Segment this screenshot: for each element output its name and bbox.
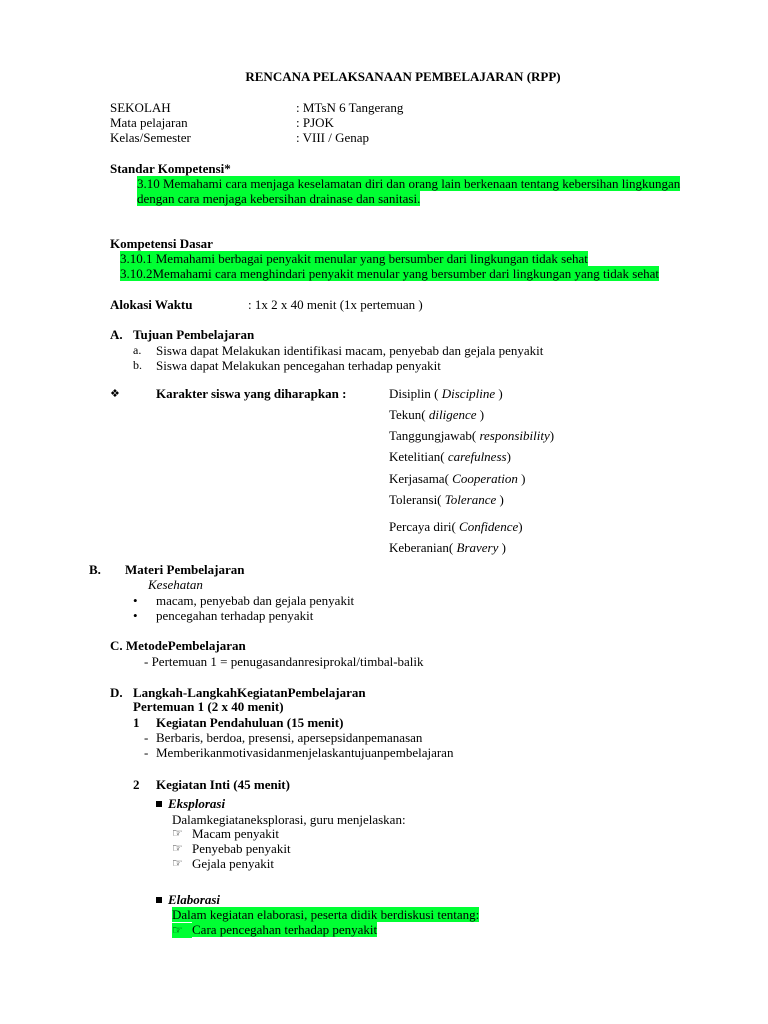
materi-letter: B.	[89, 562, 101, 577]
identity-value-subject: : PJOK	[296, 115, 334, 130]
tujuan-marker-a: a.	[133, 343, 142, 357]
kd-heading: Kompetensi Dasar	[110, 236, 213, 251]
materi-sub: Kesehatan	[148, 577, 203, 592]
sk-line-2: dengan cara menjaga kebersihan drainase dan sanitasi.	[137, 191, 421, 206]
karakter-item: Toleransi( Tolerance )	[389, 492, 504, 507]
identity-label-school: SEKOLAH	[110, 100, 171, 115]
eksplorasi-item: Macam penyakit	[192, 826, 279, 841]
karakter-label: Karakter siswa yang diharapkan :	[156, 386, 347, 401]
materi-item: pencegahan terhadap penyakit	[156, 608, 314, 623]
identity-value-school: : MTsN 6 Tangerang	[296, 100, 404, 115]
sk-line-1: 3.10 Memahami cara menjaga keselamatan diri dan orang lain berkenaan tentang kebersihan lingkungan	[137, 176, 681, 191]
tujuan-letter: A.	[110, 327, 123, 342]
elaborasi-intro: Dalam kegiatan elaborasi, peserta didik berdiskusi tentang:	[172, 907, 480, 922]
k1-item: Memberikanmotivasidanmenjelaskantujuanpembelajaran	[156, 745, 454, 760]
identity-value-class: : VIII / Genap	[296, 130, 370, 145]
square-bullet-icon	[156, 897, 162, 903]
identity-label-class: Kelas/Semester	[110, 130, 191, 145]
elaborasi-item-row	[172, 922, 377, 938]
materi-item: macam, penyebab dan gejala penyakit	[156, 593, 355, 608]
sk-heading: Standar Kompetensi*	[110, 161, 231, 176]
langkah-letter: D.	[110, 685, 123, 700]
eksplorasi-row	[156, 796, 225, 811]
karakter-item: Disiplin ( Discipline )	[389, 386, 503, 401]
tujuan-item-b: Siswa dapat Melakukan pencegahan terhadap penyakit	[156, 358, 441, 373]
identity-label-subject: Mata pelajaran	[110, 115, 188, 130]
karakter-item: Tekun( diligence )	[389, 407, 485, 422]
pointing-hand-icon: ☞	[172, 923, 192, 938]
k1-dash: -	[144, 745, 149, 760]
k2-title: Kegiatan Inti (45 menit)	[156, 777, 290, 792]
k1-item: Berbaris, berdoa, presensi, apersepsidanpemanasan	[156, 730, 423, 745]
pointing-hand-icon: ☞	[172, 826, 183, 840]
tujuan-heading: Tujuan Pembelajaran	[133, 327, 255, 342]
langkah-pertemuan: Pertemuan 1 (2 x 40 menit)	[133, 699, 284, 714]
karakter-item: Kerjasama( Cooperation )	[389, 471, 526, 486]
metode-heading: C. MetodePembelajaran	[110, 638, 246, 653]
karakter-item: Percaya diri( Confidence)	[389, 519, 523, 534]
bullet-icon: •	[133, 593, 138, 608]
kd-line-1: 3.10.1 Memahami berbagai penyakit menular yang bersumber dari lingkungan tidak sehat	[120, 251, 588, 266]
eksplorasi-intro: Dalamkegiataneksplorasi, guru menjelaskan:	[172, 812, 406, 827]
alokasi-label: Alokasi Waktu	[110, 297, 193, 312]
eksplorasi-title: Eksplorasi	[168, 796, 226, 811]
elaborasi-title: Elaborasi	[168, 892, 221, 907]
langkah-heading: Langkah-LangkahKegiatanPembelajaran	[133, 685, 366, 700]
kd-line-2: 3.10.2Memahami cara menghindari penyakit menular yang bersumber dari lingkungan yang tidak sehat	[120, 266, 659, 281]
k2-number: 2	[133, 777, 140, 792]
tujuan-item-a: Siswa dapat Melakukan identifikasi macam, penyebab dan gejala penyakit	[156, 343, 544, 358]
karakter-item: Keberanian( Bravery )	[389, 540, 506, 555]
elaborasi-row	[156, 892, 220, 907]
bullet-icon: •	[133, 608, 138, 623]
square-bullet-icon	[156, 801, 162, 807]
metode-item: - Pertemuan 1 = penugasandanresiprokal/timbal-balik	[144, 654, 424, 669]
karakter-item: Ketelitian( carefulness)	[389, 449, 511, 464]
pointing-hand-icon: ☞	[172, 841, 183, 855]
k1-title: Kegiatan Pendahuluan (15 menit)	[156, 715, 344, 730]
materi-heading: Materi Pembelajaran	[125, 562, 245, 577]
karakter-bullet-icon: ❖	[110, 387, 120, 400]
karakter-item: Tanggungjawab( responsibility)	[389, 428, 555, 443]
document-title: RENCANA PELAKSANAAN PEMBELAJARAN (RPP)	[245, 69, 561, 84]
tujuan-marker-b: b.	[133, 358, 142, 372]
eksplorasi-item: Penyebab penyakit	[192, 841, 291, 856]
eksplorasi-item: Gejala penyakit	[192, 856, 274, 871]
elaborasi-item: Cara pencegahan terhadap penyakit	[192, 922, 378, 937]
pointing-hand-icon: ☞	[172, 856, 183, 870]
k1-dash: -	[144, 730, 149, 745]
alokasi-value: : 1x 2 x 40 menit (1x pertemuan )	[248, 297, 423, 312]
k1-number: 1	[133, 715, 140, 730]
